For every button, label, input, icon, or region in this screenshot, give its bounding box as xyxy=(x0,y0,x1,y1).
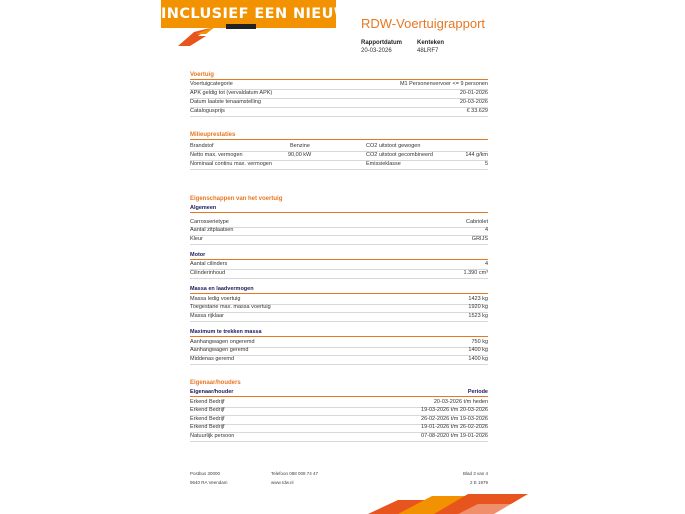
trekken-row xyxy=(190,355,488,365)
row-label: Natuurlijk persoon xyxy=(190,433,235,439)
row-label: Massa ledig voertuig xyxy=(190,296,241,302)
section-eigenschappen-title: Eigenschappen van het voertuig xyxy=(190,196,283,202)
massa-row xyxy=(190,312,488,322)
row-value: M1 Personenvervoer <= 9 personen xyxy=(399,81,488,87)
row-label: Nominaal continu max. vermogen xyxy=(190,161,272,167)
row-value: 1423 kg xyxy=(468,296,488,302)
row-label: Erkend Bedrijf xyxy=(190,424,225,430)
report-date-label: Rapportdatum xyxy=(361,40,402,46)
row-value: 19-03-2026 t/m 20-03-2026 xyxy=(421,407,488,413)
plate-value: 48LRF7 xyxy=(417,48,439,54)
row-value: 20-03-2026 t/m heden xyxy=(433,399,488,405)
footer-page-number: Blad 3 van 4 xyxy=(462,471,488,476)
row-value: Cabriolet xyxy=(465,219,488,225)
row-label-2: CO2 uitstoot gewogen xyxy=(366,143,421,149)
plate-label: Kenteken xyxy=(417,40,445,46)
footer-address-line1: Postbus 30000 xyxy=(190,471,221,476)
row-label: Carrosserietype xyxy=(190,219,229,225)
row-label: Aanhangwagen ongeremd xyxy=(190,339,255,345)
motor-row xyxy=(190,269,488,279)
row-value: 07-08-2020 t/m 19-01-2026 xyxy=(421,433,488,439)
footer-website: www.rdw.nl xyxy=(271,480,294,485)
row-value: 19-01-2026 t/m 26-02-2026 xyxy=(421,424,488,430)
row-label: Aantal cilinders xyxy=(190,261,228,267)
row-value: 750 kg xyxy=(471,339,488,345)
row-label: Massa rijklaar xyxy=(190,313,224,319)
row-value: 4 xyxy=(484,227,488,233)
row-value: 1400 kg xyxy=(468,347,488,353)
footer-address-line2: 9640 RA Veendam xyxy=(190,480,228,485)
row-label: Catalogusprijs xyxy=(190,108,225,114)
row-label-2: Emissieklasse xyxy=(366,161,401,167)
rdw-logo xyxy=(176,24,256,48)
row-label: Brandstof xyxy=(190,143,214,149)
row-value: 26-02-2026 t/m 19-03-2026 xyxy=(421,416,488,422)
subhead-algemeen: Algemeen xyxy=(190,205,488,213)
row-label: Datum laatste tenaamstelling xyxy=(190,99,261,105)
row-label: Aanhangwagen geremd xyxy=(190,347,249,353)
subhead-motor: Motor xyxy=(190,252,488,260)
row-label: Netto max. vermogen xyxy=(190,152,243,158)
row-value: 20-01-2026 xyxy=(459,90,488,96)
voertuig-row xyxy=(190,107,488,117)
row-value: 1400 kg xyxy=(468,356,488,362)
row-label-2: CO2 uitstoot gecombineerd xyxy=(366,152,433,158)
report-date-value: 20-03-2026 xyxy=(361,48,392,54)
row-label: Erkend Bedrijf xyxy=(190,407,225,413)
row-value: GRIJS xyxy=(471,236,488,242)
owner-row xyxy=(190,432,488,442)
row-value: 20-03-2026 xyxy=(459,99,488,105)
apk-banner: INCLUSIEF EEN NIEUWE APK xyxy=(161,0,336,28)
row-label: Erkend Bedrijf xyxy=(190,416,225,422)
row-label: APK geldig tot (vervaldatum APK) xyxy=(190,90,273,96)
section-milieu-title: Milieuprestaties xyxy=(190,132,488,140)
subhead-massa: Massa en laadvermogen xyxy=(190,286,488,294)
row-value: 1523 kg xyxy=(468,313,488,319)
subhead-trekken: Maximum te trekken massa xyxy=(190,329,488,337)
row-value: 1920 kg xyxy=(468,304,488,310)
footer-phone: Telefoon 088 008 74 47 xyxy=(271,471,319,476)
row-label: Voertuigcategorie xyxy=(190,81,233,87)
footer-doc-code: 2 E 1979 xyxy=(469,480,488,485)
col-owner-header: Eigenaar/houder xyxy=(190,389,234,395)
row-value: 4 xyxy=(484,261,488,267)
row-label: Middenas geremd xyxy=(190,356,235,362)
owners-table-header xyxy=(190,389,488,397)
row-value-2: 144 g/km xyxy=(465,152,488,158)
row-value: 1.390 cm³ xyxy=(463,270,488,276)
row-value: 90,00 kW xyxy=(288,152,312,158)
row-label: Cilinderinhoud xyxy=(190,270,226,276)
section-eigenaren-title: Eigenaar/houders xyxy=(190,380,241,386)
milieu-row xyxy=(190,160,488,170)
row-label: Kleur xyxy=(190,236,203,242)
rdw-stripes-graphic xyxy=(368,492,528,514)
report-title: RDW-Voertuigrapport xyxy=(361,16,486,31)
row-label: Erkend Bedrijf xyxy=(190,399,225,405)
row-value: € 33.629 xyxy=(466,108,488,114)
row-label: Aantal zitplaatsen xyxy=(190,227,234,233)
row-value-2: 5 xyxy=(484,161,488,167)
row-value: Benzine xyxy=(290,143,310,149)
col-period-header: Periode xyxy=(467,389,488,395)
section-voertuig-title: Voertuig xyxy=(190,72,488,80)
algemeen-row xyxy=(190,235,488,245)
row-label: Toegestane max. massa voertuig xyxy=(190,304,271,310)
